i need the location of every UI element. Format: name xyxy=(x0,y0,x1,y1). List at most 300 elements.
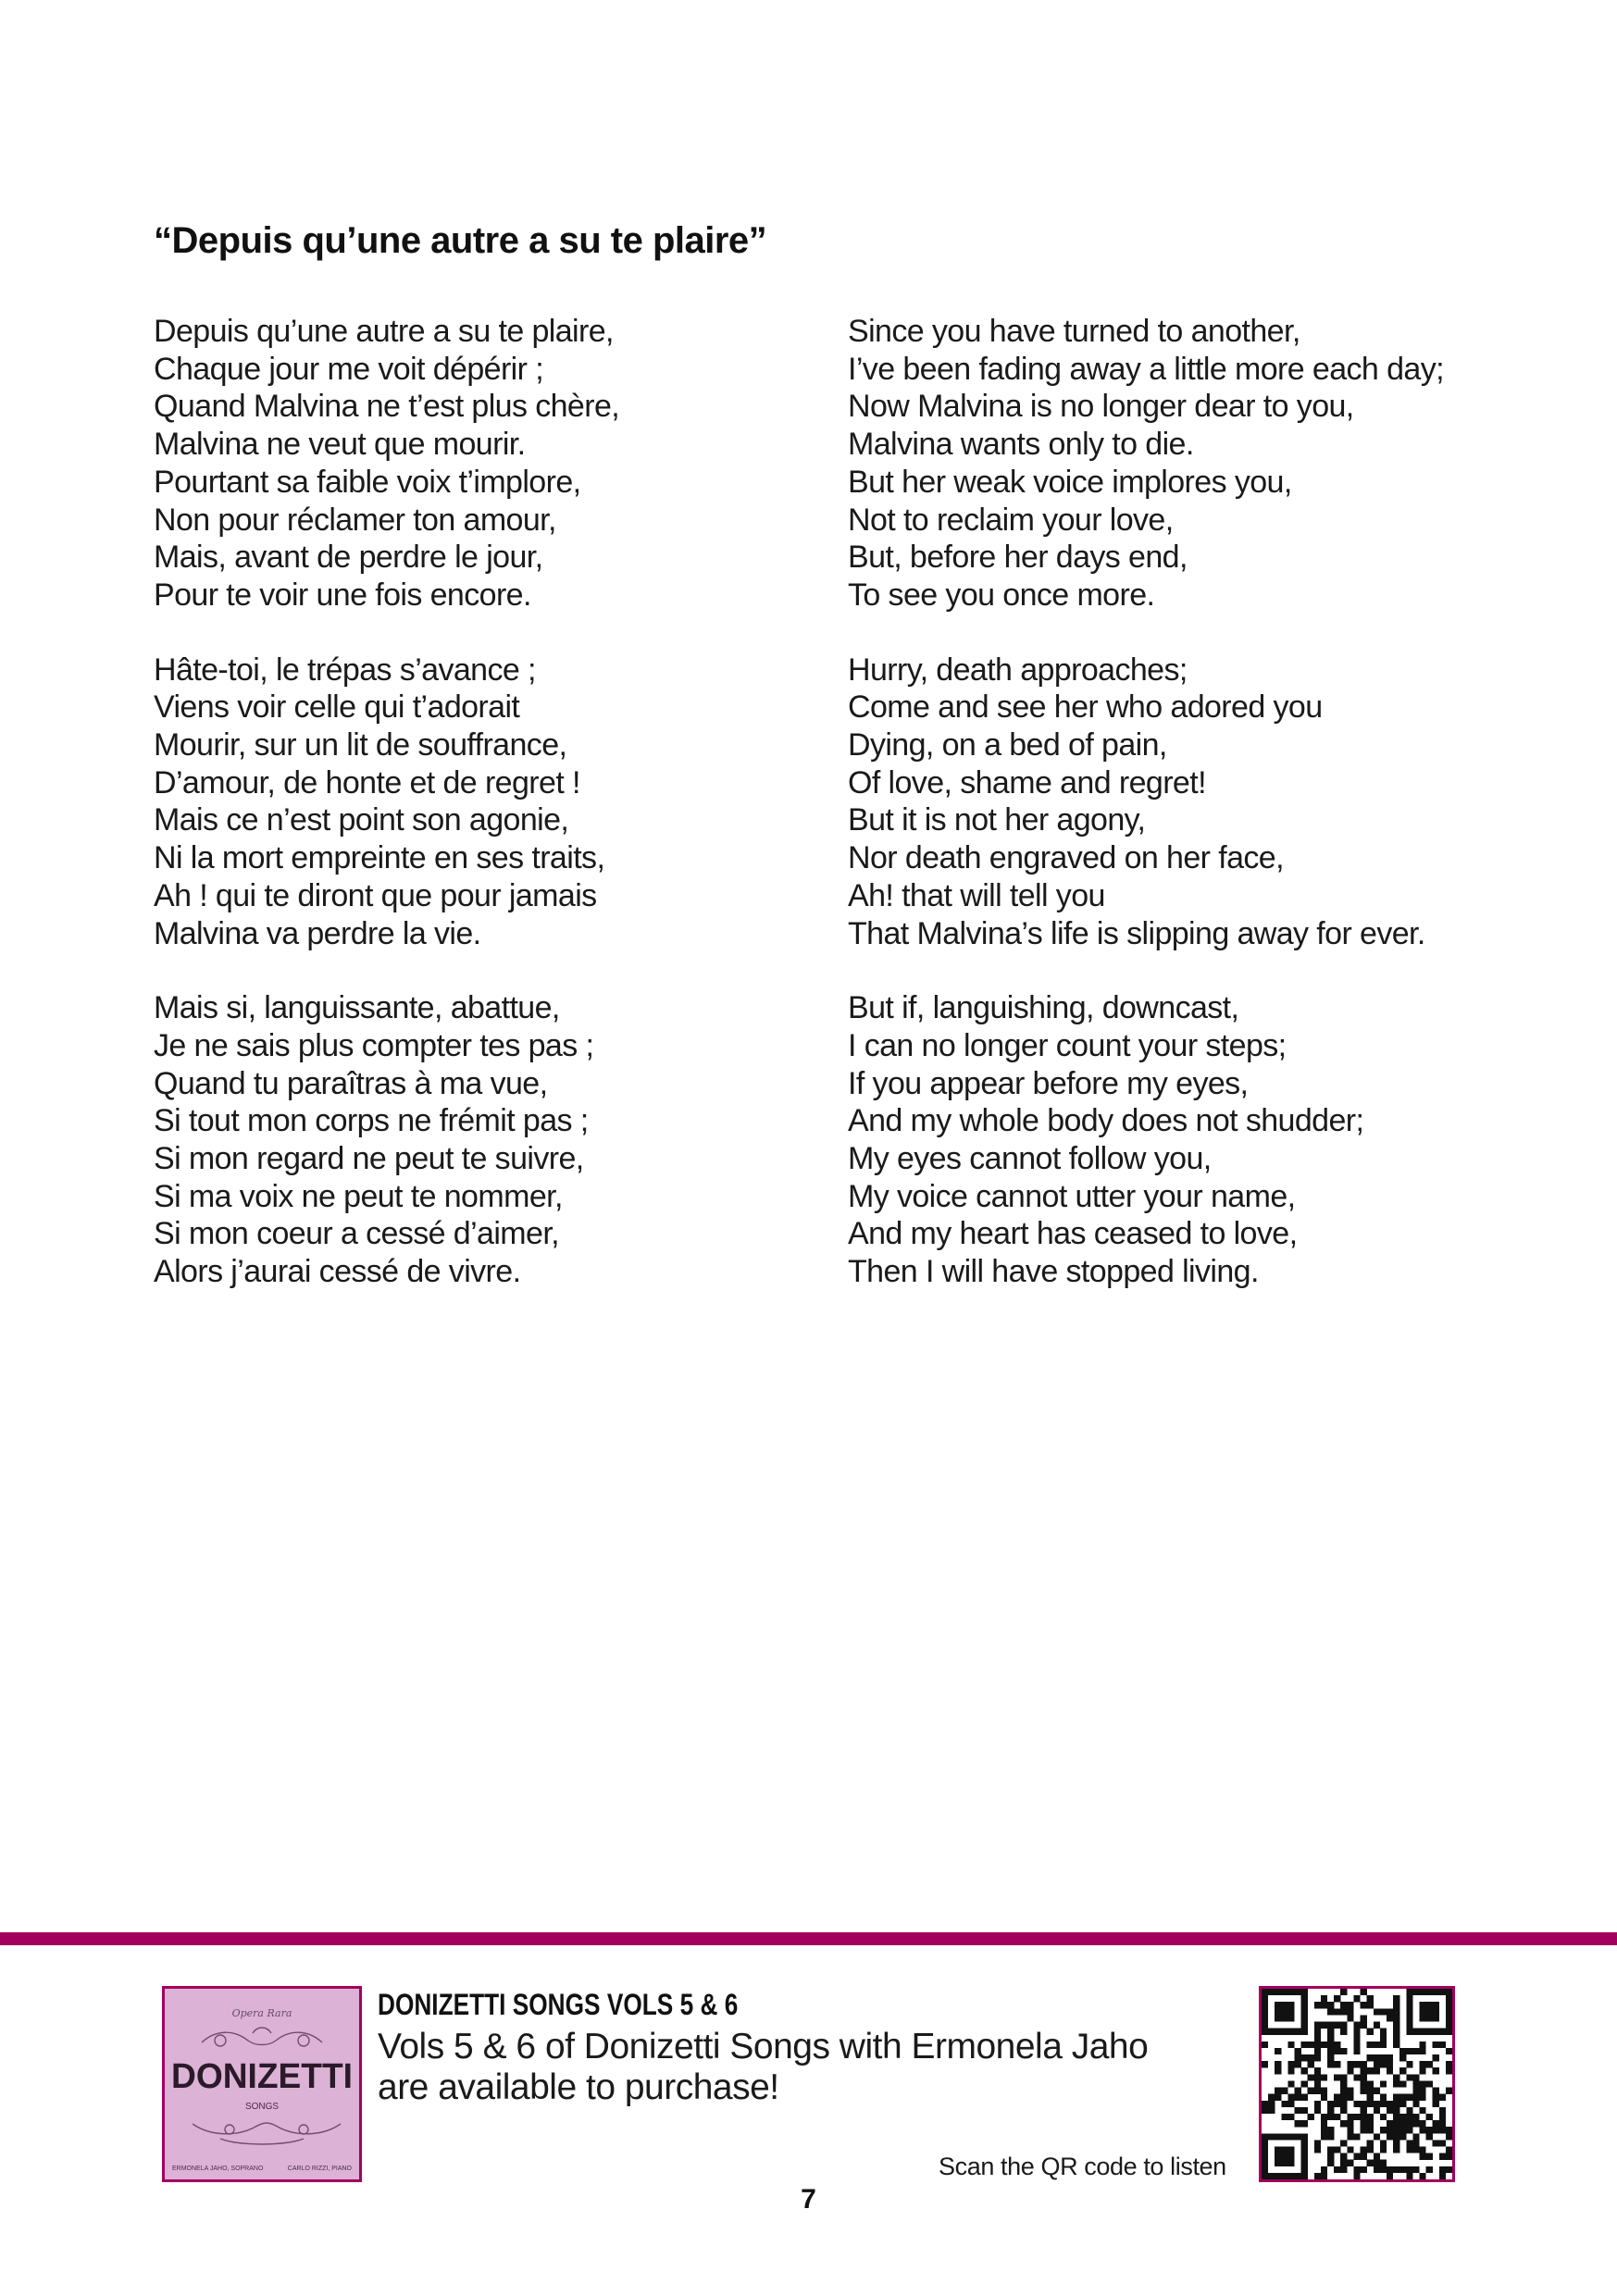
qr-module xyxy=(1281,2015,1287,2021)
qr-module xyxy=(1433,1989,1439,1995)
lyric-line: Non pour réclamer ton amour, xyxy=(154,502,556,538)
qr-module xyxy=(1419,2067,1425,2074)
qr-module xyxy=(1419,2002,1425,2008)
qr-module xyxy=(1426,1989,1433,1995)
qr-module xyxy=(1353,2029,1360,2035)
qr-module xyxy=(1433,2101,1439,2107)
qr-module xyxy=(1334,2048,1340,2054)
qr-module xyxy=(1347,2120,1353,2127)
qr-module xyxy=(1406,2002,1412,2008)
qr-module xyxy=(1387,2054,1393,2061)
lyric-line: Mais ce n’est point son agonie, xyxy=(154,802,569,838)
qr-module xyxy=(1374,2133,1380,2140)
qr-module xyxy=(1340,2166,1347,2173)
qr-module xyxy=(1399,2067,1406,2074)
qr-module xyxy=(1419,2015,1425,2021)
qr-module xyxy=(1340,2002,1347,2008)
qr-module xyxy=(1314,2146,1321,2153)
qr-module xyxy=(1334,2146,1340,2153)
lyric-line: My voice cannot utter your name, xyxy=(848,1178,1296,1214)
qr-module xyxy=(1439,2114,1446,2120)
lyric-line: But her weak voice implores you, xyxy=(848,464,1292,500)
qr-module xyxy=(1353,2114,1360,2120)
qr-module xyxy=(1275,2133,1281,2140)
qr-module xyxy=(1393,2133,1399,2140)
qr-module xyxy=(1295,2094,1301,2101)
qr-module xyxy=(1275,2173,1281,2179)
qr-module xyxy=(1301,2173,1308,2179)
lyric-line: To see you once more. xyxy=(848,577,1155,613)
qr-module xyxy=(1406,1989,1412,1995)
qr-module xyxy=(1393,2042,1399,2048)
qr-module xyxy=(1347,2061,1353,2067)
qr-module xyxy=(1446,2022,1452,2029)
qr-module xyxy=(1374,2054,1380,2061)
qr-module xyxy=(1308,2061,1314,2067)
album-cover[interactable] xyxy=(162,1986,362,2182)
qr-module xyxy=(1301,2107,1308,2114)
qr-module xyxy=(1361,2107,1367,2114)
qr-code[interactable] xyxy=(1259,1986,1455,2182)
qr-module xyxy=(1446,2088,1452,2094)
qr-module xyxy=(1327,2054,1334,2061)
qr-module xyxy=(1340,2074,1347,2080)
qr-module xyxy=(1439,2042,1446,2048)
ornament-top-icon xyxy=(202,2028,322,2046)
lyric-line: I’ve been fading away a little more each day; xyxy=(848,351,1444,387)
qr-module xyxy=(1295,2088,1301,2094)
qr-module xyxy=(1301,2120,1308,2127)
qr-module xyxy=(1446,2067,1452,2074)
qr-module xyxy=(1393,2140,1399,2146)
qr-module xyxy=(1262,1995,1268,2002)
qr-module xyxy=(1287,2094,1294,2101)
qr-module xyxy=(1446,1989,1452,1995)
lyric-line: Dying, on a bed of pain, xyxy=(848,727,1167,763)
qr-module xyxy=(1347,2146,1353,2153)
qr-module xyxy=(1446,2048,1452,2054)
qr-module xyxy=(1361,2166,1367,2173)
qr-module xyxy=(1412,2094,1419,2101)
qr-module xyxy=(1340,2094,1347,2101)
lyric-line: D’amour, de honte et de regret ! xyxy=(154,764,580,800)
qr-module xyxy=(1412,1989,1419,1995)
qr-module xyxy=(1262,2153,1268,2160)
qr-module xyxy=(1380,2101,1387,2107)
qr-module xyxy=(1361,2088,1367,2094)
qr-module xyxy=(1412,2080,1419,2087)
qr-module xyxy=(1406,2146,1412,2153)
qr-module xyxy=(1353,2133,1360,2140)
qr-module xyxy=(1353,2101,1360,2107)
lyric-line: Malvina wants only to die. xyxy=(848,427,1194,463)
qr-module xyxy=(1287,2008,1294,2015)
qr-module xyxy=(1367,2002,1374,2008)
qr-module xyxy=(1314,2002,1321,2008)
qr-module xyxy=(1268,1989,1275,1995)
qr-module xyxy=(1301,2133,1308,2140)
qr-module xyxy=(1399,2101,1406,2107)
qr-module xyxy=(1327,2035,1334,2042)
qr-module xyxy=(1334,2114,1340,2120)
qr-module xyxy=(1406,2114,1412,2120)
qr-module xyxy=(1406,2120,1412,2127)
qr-module xyxy=(1419,2048,1425,2054)
qr-module xyxy=(1412,2088,1419,2094)
lyric-line: Si mon regard ne peut te suivre, xyxy=(154,1141,584,1177)
qr-module xyxy=(1419,2127,1425,2133)
qr-module xyxy=(1327,2022,1334,2029)
qr-module xyxy=(1393,2029,1399,2035)
qr-module xyxy=(1321,2022,1327,2029)
qr-module xyxy=(1353,2022,1360,2029)
lyric-line: Mais, avant de perdre le jour, xyxy=(154,540,543,576)
qr-module xyxy=(1446,2146,1452,2153)
qr-module xyxy=(1419,2042,1425,2048)
qr-module xyxy=(1380,2127,1387,2133)
qr-module xyxy=(1406,2127,1412,2133)
qr-module xyxy=(1327,2061,1334,2067)
qr-module xyxy=(1327,2101,1334,2107)
qr-module xyxy=(1340,2048,1347,2054)
qr-module xyxy=(1433,2140,1439,2146)
qr-module xyxy=(1301,2067,1308,2074)
qr-module xyxy=(1374,2101,1380,2107)
qr-module xyxy=(1412,2029,1419,2035)
qr-module xyxy=(1334,2094,1340,2101)
qr-module xyxy=(1353,2042,1360,2048)
qr-module xyxy=(1399,2048,1406,2054)
qr-module xyxy=(1340,2160,1347,2166)
qr-module xyxy=(1406,2140,1412,2146)
page-number: 7 xyxy=(801,2184,816,2215)
qr-module xyxy=(1399,2166,1406,2173)
qr-module xyxy=(1361,2127,1367,2133)
lyric-line: Chaque jour me voit dépérir ; xyxy=(154,351,544,387)
qr-module xyxy=(1361,2067,1367,2074)
qr-module xyxy=(1406,2029,1412,2035)
qr-module xyxy=(1406,2094,1412,2101)
qr-module xyxy=(1419,2094,1425,2101)
qr-module xyxy=(1321,2127,1327,2133)
qr-module xyxy=(1412,2114,1419,2120)
qr-module xyxy=(1301,2008,1308,2015)
lyric-line: Ah! that will tell you xyxy=(848,877,1105,913)
lyric-line: If you appear before my eyes, xyxy=(848,1065,1249,1101)
qr-module xyxy=(1321,2042,1327,2048)
lyric-line: Pourtant sa faible voix t’implore, xyxy=(154,464,581,500)
qr-module xyxy=(1321,2094,1327,2101)
qr-module xyxy=(1374,2067,1380,2074)
qr-module xyxy=(1380,2042,1387,2048)
qr-module xyxy=(1314,2088,1321,2094)
qr-module xyxy=(1361,2015,1367,2021)
qr-module xyxy=(1419,2153,1425,2160)
lyric-line: Alors j’aurai cessé de vivre. xyxy=(154,1254,521,1290)
qr-module xyxy=(1399,2054,1406,2061)
qr-module xyxy=(1321,2088,1327,2094)
qr-module xyxy=(1301,1989,1308,1995)
qr-module xyxy=(1446,2166,1452,2173)
qr-module xyxy=(1439,1989,1446,1995)
qr-module xyxy=(1334,2042,1340,2048)
qr-module xyxy=(1387,2067,1393,2074)
qr-module xyxy=(1295,2107,1301,2114)
qr-module xyxy=(1327,2160,1334,2166)
qr-module xyxy=(1347,2002,1353,2008)
lyric-line: And my whole body does not shudder; xyxy=(848,1103,1364,1139)
qr-module xyxy=(1314,2029,1321,2035)
qr-module xyxy=(1393,2015,1399,2021)
qr-module xyxy=(1287,2173,1294,2179)
qr-module xyxy=(1380,2160,1387,2166)
qr-module xyxy=(1426,2153,1433,2160)
qr-module xyxy=(1347,2114,1353,2120)
qr-module xyxy=(1361,1989,1367,1995)
scan-caption: Scan the QR code to listen xyxy=(939,2153,1226,2180)
lyric-line: Of love, shame and regret! xyxy=(848,764,1206,800)
lyric-line: Come and see her who adored you xyxy=(848,689,1323,726)
qr-module xyxy=(1314,2067,1321,2074)
qr-module xyxy=(1367,2067,1374,2074)
qr-module xyxy=(1419,2029,1425,2035)
lyric-line: Mourir, sur un lit de souffrance, xyxy=(154,727,567,763)
qr-module xyxy=(1314,2173,1321,2179)
qr-module xyxy=(1314,2042,1321,2048)
qr-module xyxy=(1446,2153,1452,2160)
qr-module xyxy=(1380,2114,1387,2120)
qr-module xyxy=(1262,2160,1268,2166)
qr-code-icon xyxy=(1262,1989,1452,2179)
qr-module xyxy=(1412,2166,1419,2173)
qr-module xyxy=(1393,2080,1399,2087)
qr-module xyxy=(1275,2088,1281,2094)
qr-module xyxy=(1327,2008,1334,2015)
qr-module xyxy=(1367,2146,1374,2153)
qr-module xyxy=(1380,2146,1387,2153)
album-subtitle: SONGS xyxy=(244,2102,280,2112)
qr-module xyxy=(1334,2166,1340,2173)
qr-module xyxy=(1367,2114,1374,2120)
qr-module xyxy=(1287,2160,1294,2166)
qr-module xyxy=(1393,2114,1399,2120)
qr-module xyxy=(1275,2015,1281,2021)
qr-module xyxy=(1374,2061,1380,2067)
lyric-line: Not to reclaim your love, xyxy=(848,502,1174,538)
qr-module xyxy=(1399,2133,1406,2140)
qr-module xyxy=(1387,2127,1393,2133)
qr-module xyxy=(1393,2022,1399,2029)
qr-module xyxy=(1433,2002,1439,2008)
qr-module xyxy=(1334,2022,1340,2029)
qr-module xyxy=(1393,2166,1399,2173)
qr-module xyxy=(1262,2146,1268,2153)
qr-module xyxy=(1340,2140,1347,2146)
qr-module xyxy=(1287,2015,1294,2021)
promo-text xyxy=(378,2027,1211,2108)
qr-module xyxy=(1361,2022,1367,2029)
qr-module xyxy=(1287,2101,1294,2107)
qr-module xyxy=(1439,2166,1446,2173)
qr-module xyxy=(1446,2029,1452,2035)
qr-module xyxy=(1426,2029,1433,2035)
promo-line: are available to purchase! xyxy=(378,2067,779,2107)
qr-module xyxy=(1367,2042,1374,2048)
lyric-line: Then I will have stopped living. xyxy=(848,1254,1259,1290)
qr-module xyxy=(1367,2054,1374,2061)
qr-module xyxy=(1301,2002,1308,2008)
qr-module xyxy=(1347,2133,1353,2140)
qr-module xyxy=(1380,2054,1387,2061)
qr-module xyxy=(1314,2080,1321,2087)
qr-module xyxy=(1433,2054,1439,2061)
qr-module xyxy=(1308,2042,1314,2048)
qr-module xyxy=(1262,2042,1268,2048)
qr-module xyxy=(1419,2008,1425,2015)
qr-module xyxy=(1399,2114,1406,2120)
lyric-line: Pour te voir une fois encore. xyxy=(154,577,531,613)
lyric-line: My eyes cannot follow you, xyxy=(848,1141,1212,1177)
qr-module xyxy=(1419,2061,1425,2067)
qr-module xyxy=(1281,2114,1287,2120)
qr-module xyxy=(1387,2120,1393,2127)
qr-module xyxy=(1374,2042,1380,2048)
qr-module xyxy=(1327,2146,1334,2153)
qr-module xyxy=(1262,1989,1268,1995)
qr-module xyxy=(1374,2022,1380,2029)
qr-module xyxy=(1287,2067,1294,2074)
qr-module xyxy=(1406,2173,1412,2179)
qr-module xyxy=(1340,2022,1347,2029)
qr-module xyxy=(1281,2146,1287,2153)
qr-module xyxy=(1287,2029,1294,2035)
qr-module xyxy=(1262,2140,1268,2146)
qr-module xyxy=(1340,2107,1347,2114)
qr-module xyxy=(1399,2094,1406,2101)
qr-module xyxy=(1367,2029,1374,2035)
qr-module xyxy=(1321,2074,1327,2080)
lyric-line: Ah ! qui te diront que pour jamais xyxy=(154,877,597,913)
qr-module xyxy=(1347,2088,1353,2094)
lyric-line: And my heart has ceased to love, xyxy=(848,1216,1298,1252)
qr-module xyxy=(1275,2067,1281,2074)
qr-module xyxy=(1374,2160,1380,2166)
lyric-line: Quand tu paraîtras à ma vue, xyxy=(154,1065,548,1101)
promo-heading: DONIZETTI SONGS VOLS 5 & 6 xyxy=(378,1988,739,2021)
qr-module xyxy=(1287,2153,1294,2160)
qr-module xyxy=(1301,2054,1308,2061)
lyric-line: Since you have turned to another, xyxy=(848,314,1300,349)
song-title: “Depuis qu’une autre a su te plaire” xyxy=(154,220,767,261)
qr-module xyxy=(1275,2153,1281,2160)
english-stanza-2 xyxy=(848,652,1588,953)
qr-module xyxy=(1433,2067,1439,2074)
qr-module xyxy=(1380,2029,1387,2035)
qr-module xyxy=(1361,2002,1367,2008)
qr-module xyxy=(1406,2048,1412,2054)
qr-module xyxy=(1334,2101,1340,2107)
qr-module xyxy=(1340,2120,1347,2127)
qr-module xyxy=(1347,2094,1353,2101)
qr-module xyxy=(1301,2080,1308,2087)
footer-divider xyxy=(0,1932,1617,1945)
qr-module xyxy=(1340,1989,1347,1995)
qr-module xyxy=(1321,2166,1327,2173)
qr-module xyxy=(1412,2074,1419,2080)
qr-module xyxy=(1426,2127,1433,2133)
qr-module xyxy=(1268,2107,1275,2114)
qr-module xyxy=(1275,2029,1281,2035)
qr-module xyxy=(1439,2120,1446,2127)
qr-module xyxy=(1406,2166,1412,2173)
qr-module xyxy=(1393,2074,1399,2080)
qr-module xyxy=(1334,2061,1340,2067)
english-stanza-3 xyxy=(848,989,1588,1291)
lyric-line: Ni la mort empreinte en ses traits, xyxy=(154,840,605,876)
album-title: DONIZETTI xyxy=(171,2057,353,2096)
qr-module xyxy=(1426,2080,1433,2087)
qr-module xyxy=(1446,2061,1452,2067)
qr-module xyxy=(1446,2002,1452,2008)
qr-module xyxy=(1419,2173,1425,2179)
qr-module xyxy=(1380,2061,1387,2067)
qr-module xyxy=(1374,2153,1380,2160)
ornament-bottom-icon xyxy=(193,2123,341,2144)
qr-module xyxy=(1327,2107,1334,2114)
qr-module xyxy=(1353,2166,1360,2173)
lyric-line: But if, languishing, downcast, xyxy=(848,990,1239,1026)
lyric-line: But, before her days end, xyxy=(848,540,1188,576)
qr-module xyxy=(1387,2173,1393,2179)
qr-module xyxy=(1301,2094,1308,2101)
qr-module xyxy=(1321,2173,1327,2179)
qr-module xyxy=(1439,2173,1446,2179)
qr-module xyxy=(1361,2074,1367,2080)
qr-module xyxy=(1275,2146,1281,2153)
qr-module xyxy=(1275,2061,1281,2067)
qr-module xyxy=(1301,2022,1308,2029)
qr-module xyxy=(1433,2088,1439,2094)
qr-module xyxy=(1412,2133,1419,2140)
qr-module xyxy=(1426,2008,1433,2015)
lyric-line: Si mon coeur a cessé d’aimer, xyxy=(154,1216,560,1252)
qr-module xyxy=(1446,2133,1452,2140)
qr-module xyxy=(1361,2120,1367,2127)
qr-module xyxy=(1262,2029,1268,2035)
promo-line: Vols 5 & 6 of Donizetti Songs with Ermonela Jaho xyxy=(378,2027,1149,2066)
qr-module xyxy=(1327,2029,1334,2035)
qr-module xyxy=(1419,2088,1425,2094)
qr-module xyxy=(1301,1995,1308,2002)
qr-module xyxy=(1327,2114,1334,2120)
english-lyrics xyxy=(848,313,1588,1328)
qr-module xyxy=(1321,2114,1327,2120)
album-performer-piano: CARLO RIZZI, PIANO xyxy=(287,2166,352,2172)
qr-module xyxy=(1327,2042,1334,2048)
qr-module xyxy=(1281,2002,1287,2008)
qr-module xyxy=(1327,2133,1334,2140)
lyric-line: But it is not her agony, xyxy=(848,802,1146,838)
lyric-line: Malvina ne veut que mourir. xyxy=(154,427,526,463)
qr-module xyxy=(1433,2127,1439,2133)
qr-module xyxy=(1268,2101,1275,2107)
qr-module xyxy=(1361,2153,1367,2160)
qr-module xyxy=(1367,2140,1374,2146)
qr-module xyxy=(1353,2061,1360,2067)
qr-module xyxy=(1321,1995,1327,2002)
qr-module xyxy=(1367,2101,1374,2107)
qr-module xyxy=(1281,2008,1287,2015)
